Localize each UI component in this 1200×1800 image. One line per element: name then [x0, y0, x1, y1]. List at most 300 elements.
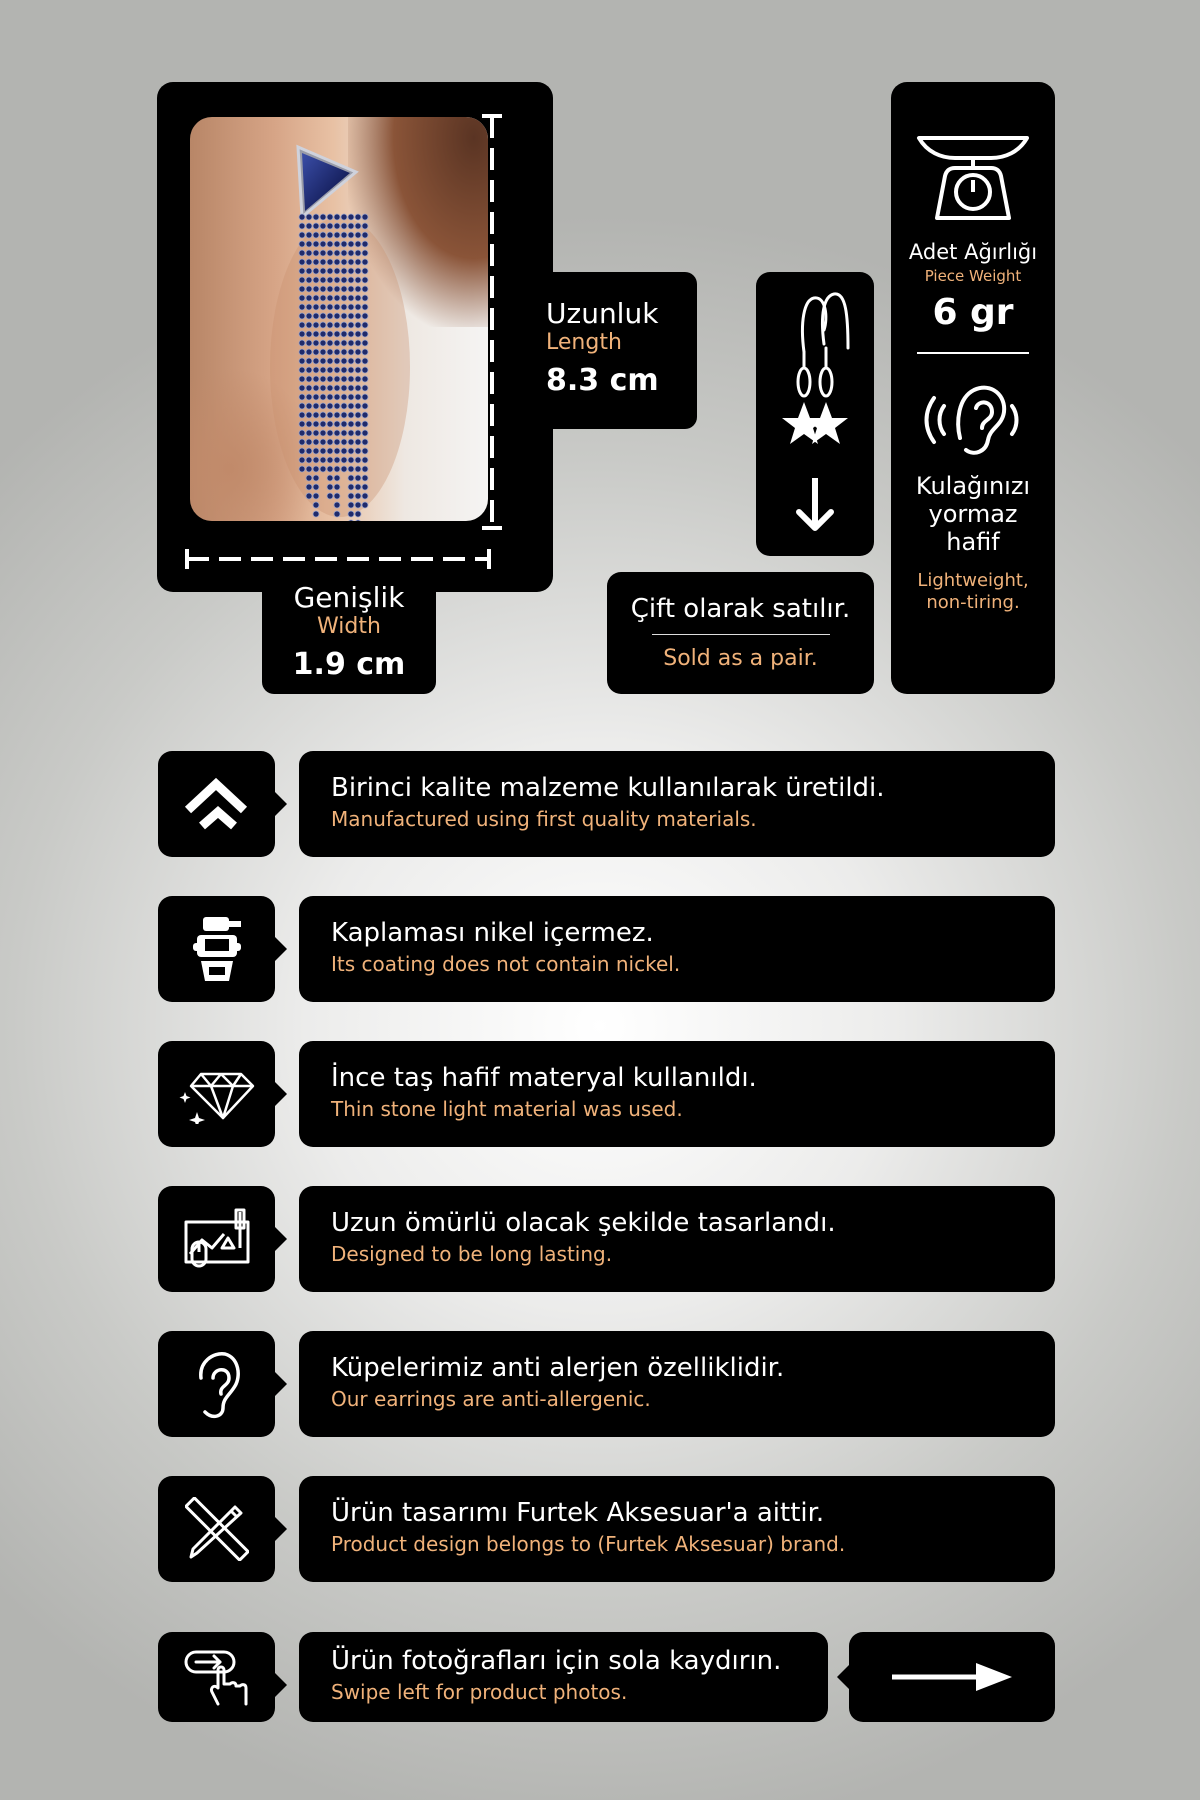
feature-1-en: Manufactured using first quality materials. [331, 807, 757, 831]
rhinestone [334, 430, 340, 436]
ruler-pencil-icon-box [158, 1476, 275, 1582]
rhinestone [348, 214, 354, 220]
rhinestone [320, 457, 326, 463]
rhinestone [348, 385, 354, 391]
rhinestone [334, 475, 340, 481]
rhinestone [320, 439, 326, 445]
rhinestone [341, 367, 347, 373]
rhinestone [327, 304, 333, 310]
rhinestone [299, 322, 305, 328]
pair-divider [652, 634, 830, 635]
rhinestone [355, 250, 361, 256]
rhinestone [327, 322, 333, 328]
rhinestone [334, 295, 340, 301]
rhinestone [334, 340, 340, 346]
feature-2-tr: Kaplaması nikel içermez. [331, 918, 654, 948]
rhinestone [320, 385, 326, 391]
rhinestone [313, 331, 319, 337]
rhinestone [334, 448, 340, 454]
rhinestone [334, 484, 340, 490]
rhinestone [348, 493, 354, 499]
rhinestone [327, 367, 333, 373]
feature-row-6 [299, 1476, 1055, 1582]
rhinestone [348, 232, 354, 238]
feature-6-tr: Ürün tasarımı Furtek Aksesuar'a aittir. [331, 1498, 825, 1528]
rhinestone [355, 295, 361, 301]
rhinestone [313, 412, 319, 418]
arrow-right-icon [890, 1661, 1014, 1693]
rhinestone [306, 259, 312, 265]
rhinestone [306, 232, 312, 238]
rhinestone [341, 340, 347, 346]
rhinestone [327, 259, 333, 265]
rhinestone [313, 232, 319, 238]
rhinestone [299, 430, 305, 436]
rhinestone [362, 448, 368, 454]
lightweight-line1: Kulağınızı [915, 472, 1031, 500]
rhinestone [327, 340, 333, 346]
ear-sound-icon [920, 378, 1026, 460]
rhinestone [341, 358, 347, 364]
rhinestone [299, 412, 305, 418]
rhinestone [355, 367, 361, 373]
rhinestone [334, 268, 340, 274]
rhinestone [348, 403, 354, 409]
rhinestone [362, 250, 368, 256]
rhinestone [313, 439, 319, 445]
rhinestone [334, 421, 340, 427]
rhinestone [306, 412, 312, 418]
rhinestone [334, 259, 340, 265]
rhinestone [362, 367, 368, 373]
rhinestone [355, 268, 361, 274]
rhinestone [341, 457, 347, 463]
rhinestone [348, 286, 354, 292]
rhinestone [320, 376, 326, 382]
feature-row-3 [299, 1041, 1055, 1147]
rhinestone [355, 313, 361, 319]
rhinestone [327, 295, 333, 301]
rhinestone [348, 475, 354, 481]
rhinestone [348, 412, 354, 418]
rhinestone [348, 340, 354, 346]
rhinestone [348, 421, 354, 427]
product-photo-card [157, 82, 553, 592]
rhinestone [306, 421, 312, 427]
rhinestone [334, 358, 340, 364]
rhinestone [299, 295, 305, 301]
rhinestone [327, 421, 333, 427]
rhinestone [355, 421, 361, 427]
rhinestone [306, 430, 312, 436]
rhinestone [362, 259, 368, 265]
rhinestone [362, 439, 368, 445]
weight-value: 6 gr [932, 292, 1014, 333]
rhinestone [348, 349, 354, 355]
rhinestone [313, 322, 319, 328]
rhinestone [334, 394, 340, 400]
rhinestone [362, 475, 368, 481]
rhinestone [362, 223, 368, 229]
rhinestone [299, 394, 305, 400]
rhinestone [306, 358, 312, 364]
rhinestone [334, 232, 340, 238]
rhinestone [341, 466, 347, 472]
rhinestone [362, 358, 368, 364]
rhinestone [306, 376, 312, 382]
rhinestone [320, 466, 326, 472]
rhinestone [362, 403, 368, 409]
ear-icon-box [158, 1331, 275, 1437]
rhinestone [299, 376, 305, 382]
rhinestone [327, 412, 333, 418]
rhinestone [348, 268, 354, 274]
rhinestone [348, 250, 354, 256]
rhinestone [306, 313, 312, 319]
rhinestone [348, 304, 354, 310]
rhinestone [320, 250, 326, 256]
rhinestone [362, 394, 368, 400]
feature-row-2 [299, 896, 1055, 1002]
rhinestone [313, 466, 319, 472]
rhinestone [334, 331, 340, 337]
rhinestone [334, 277, 340, 283]
rhinestone [355, 493, 361, 499]
rhinestone [327, 277, 333, 283]
rhinestone [362, 412, 368, 418]
rhinestone [362, 268, 368, 274]
rhinestone [355, 358, 361, 364]
scale-icon [915, 132, 1031, 224]
rhinestone [313, 214, 319, 220]
rhinestone [327, 223, 333, 229]
rhinestone [320, 430, 326, 436]
rhinestone [355, 376, 361, 382]
rhinestone [348, 376, 354, 382]
rhinestone [348, 358, 354, 364]
rhinestone [355, 241, 361, 247]
quality-icon-box [158, 751, 275, 857]
rhinestone [348, 259, 354, 265]
ear-icon [191, 1348, 243, 1420]
rhinestone [341, 448, 347, 454]
rhinestone [355, 394, 361, 400]
rhinestone [355, 412, 361, 418]
rhinestone [327, 430, 333, 436]
pair-label: Çift olarak satılır. [630, 594, 851, 624]
rhinestone [320, 421, 326, 427]
rhinestone [355, 403, 361, 409]
earring-pair-icon [756, 272, 874, 556]
rhinestone [327, 466, 333, 472]
rhinestone [327, 385, 333, 391]
weight-label: Adet Ağırlığı [908, 240, 1038, 264]
rhinestone [306, 484, 312, 490]
rhinestone [320, 448, 326, 454]
rhinestone [327, 475, 333, 481]
rhinestone [341, 322, 347, 328]
rhinestone [362, 493, 368, 499]
rhinestone [299, 349, 305, 355]
rhinestone [299, 304, 305, 310]
rhinestone [313, 403, 319, 409]
rhinestone [320, 295, 326, 301]
rhinestone [327, 232, 333, 238]
design-board-icon [182, 1208, 252, 1270]
feature-5-tr: Küpelerimiz anti alerjen özelliklidir. [331, 1353, 785, 1383]
rhinestone [362, 484, 368, 490]
rhinestone [320, 358, 326, 364]
rhinestone [299, 358, 305, 364]
rhinestone [348, 277, 354, 283]
rhinestone [320, 268, 326, 274]
length-label: Uzunluk [546, 297, 659, 330]
rhinestone [355, 502, 361, 508]
rhinestone [299, 259, 305, 265]
rhinestone [348, 484, 354, 490]
rhinestone [313, 313, 319, 319]
length-tag [540, 272, 697, 429]
rhinestone [299, 385, 305, 391]
lightweight-line2: yormaz [928, 500, 1018, 528]
rhinestone [306, 394, 312, 400]
rhinestone [299, 286, 305, 292]
rhinestone [362, 421, 368, 427]
rhinestone [355, 448, 361, 454]
feature-7-tr: Ürün fotoğrafları için sola kaydırın. [331, 1646, 782, 1676]
rhinestone [320, 394, 326, 400]
rhinestone [355, 349, 361, 355]
rhinestone [299, 466, 305, 472]
ruler-pencil-icon [185, 1497, 249, 1561]
rhinestone [362, 241, 368, 247]
rhinestone [313, 268, 319, 274]
rhinestone [362, 313, 368, 319]
quality-icon [182, 776, 252, 832]
rhinestone [313, 349, 319, 355]
rhinestone [341, 394, 347, 400]
feature-4-tr: Uzun ömürlü olacak şekilde tasarlandı. [331, 1208, 836, 1238]
rhinestone [341, 223, 347, 229]
width-value: 1.9 cm [292, 647, 406, 682]
rhinestone [341, 214, 347, 220]
rhinestone [306, 214, 312, 220]
rhinestone [334, 466, 340, 472]
rhinestone [355, 484, 361, 490]
rhinestone [327, 331, 333, 337]
rhinestone [341, 277, 347, 283]
rhinestone [306, 448, 312, 454]
rhinestone [348, 313, 354, 319]
rhinestone [348, 448, 354, 454]
rhinestone [313, 259, 319, 265]
rhinestone [313, 295, 319, 301]
rhinestone [299, 457, 305, 463]
rhinestone [306, 223, 312, 229]
rhinestone [341, 295, 347, 301]
rhinestone [341, 241, 347, 247]
rhinestone [320, 277, 326, 283]
rhinestone [341, 250, 347, 256]
rhinestone [341, 403, 347, 409]
rhinestone [320, 403, 326, 409]
rhinestone [362, 304, 368, 310]
diamond-icon [179, 1064, 255, 1124]
rhinestone [313, 358, 319, 364]
rhinestone [299, 241, 305, 247]
rhinestone [348, 295, 354, 301]
down-arrow-icon [799, 478, 831, 528]
rhinestone [362, 331, 368, 337]
rhinestone [362, 430, 368, 436]
rhinestone [327, 349, 333, 355]
rhinestone [341, 421, 347, 427]
product-photo [190, 117, 488, 521]
rhinestone [348, 430, 354, 436]
rhinestone [348, 466, 354, 472]
rhinestone [313, 484, 319, 490]
rhinestone [334, 376, 340, 382]
feature-4-en: Designed to be long lasting. [331, 1242, 613, 1266]
rhinestone [348, 331, 354, 337]
rhinestone [362, 322, 368, 328]
rhinestone [313, 475, 319, 481]
rhinestone [362, 214, 368, 220]
width-tag [262, 580, 436, 694]
rhinestone [341, 430, 347, 436]
rhinestone [306, 304, 312, 310]
rhinestone [362, 457, 368, 463]
rhinestone [320, 241, 326, 247]
rhinestone [299, 313, 305, 319]
rhinestone [313, 448, 319, 454]
rhinestone [306, 277, 312, 283]
weight-card [891, 82, 1055, 694]
rhinestone [334, 403, 340, 409]
rhinestone [355, 286, 361, 292]
rhinestone [299, 403, 305, 409]
rhinestone [355, 430, 361, 436]
rhinestone [327, 439, 333, 445]
rhinestone [334, 457, 340, 463]
rhinestone [306, 286, 312, 292]
rhinestone [306, 331, 312, 337]
rhinestone [306, 493, 312, 499]
rhinestone [306, 322, 312, 328]
weight-label-en: Piece Weight [924, 267, 1022, 285]
rhinestone [313, 367, 319, 373]
rhinestone [313, 457, 319, 463]
rhinestone [313, 223, 319, 229]
rhinestone [313, 376, 319, 382]
rhinestone [327, 286, 333, 292]
rhinestone [334, 223, 340, 229]
rhinestone [306, 349, 312, 355]
rhinestone [362, 295, 368, 301]
rhinestone [313, 421, 319, 427]
feature-3-en: Thin stone light material was used. [331, 1097, 683, 1121]
lightweight-en-line1: Lightweight, [917, 570, 1029, 591]
rhinestone [341, 286, 347, 292]
rhinestone [320, 259, 326, 265]
rhinestone [355, 520, 361, 521]
rhinestone [355, 511, 361, 517]
rhinestone [334, 250, 340, 256]
rhinestone [348, 223, 354, 229]
length-marker [477, 112, 507, 532]
rhinestone [313, 394, 319, 400]
rhinestone [362, 286, 368, 292]
rhinestone [341, 331, 347, 337]
rhinestone [306, 439, 312, 445]
sold-as-pair-card [607, 572, 874, 694]
rhinestone [306, 340, 312, 346]
feature-6-en: Product design belongs to (Furtek Aksesuar) brand. [331, 1532, 846, 1556]
rhinestone [320, 214, 326, 220]
swipe-hand-icon [182, 1648, 252, 1706]
rhinestone [327, 448, 333, 454]
rhinestone [320, 313, 326, 319]
rhinestone [355, 340, 361, 346]
feature-row-1 [299, 751, 1055, 857]
rhinestone [320, 349, 326, 355]
rhinestone [362, 277, 368, 283]
rhinestone [341, 439, 347, 445]
rhinestone [334, 502, 340, 508]
rhinestone [334, 511, 340, 517]
rhinestone [334, 214, 340, 220]
rhinestone [299, 223, 305, 229]
rhinestone [327, 313, 333, 319]
rhinestone [334, 349, 340, 355]
rhinestone [355, 322, 361, 328]
rhinestone [299, 268, 305, 274]
rhinestone [334, 439, 340, 445]
rhinestone [313, 511, 319, 517]
rhinestone [348, 439, 354, 445]
rhinestone [348, 502, 354, 508]
rhinestone [320, 232, 326, 238]
rhinestone [327, 250, 333, 256]
rhinestone [313, 493, 319, 499]
feature-2-en: Its coating does not contain nickel. [331, 952, 681, 976]
rhinestone [362, 349, 368, 355]
earring-illustration [190, 117, 488, 521]
rhinestone [341, 259, 347, 265]
rhinestone [348, 457, 354, 463]
rhinestone [334, 385, 340, 391]
weight-divider [917, 352, 1029, 354]
rhinestone [299, 448, 305, 454]
width-label: Genişlik [293, 581, 405, 614]
rhinestone [327, 358, 333, 364]
diamond-icon-box [158, 1041, 275, 1147]
rhinestone [348, 367, 354, 373]
feature-1-tr: Birinci kalite malzeme kullanılarak üretildi. [331, 773, 885, 803]
rhinestone [341, 385, 347, 391]
rhinestone [299, 232, 305, 238]
swipe-arrow-button[interactable] [849, 1632, 1055, 1722]
feature-3-tr: İnce taş hafif materyal kullanıldı. [331, 1063, 757, 1093]
length-value: 8.3 cm [546, 363, 659, 398]
rhinestone [306, 457, 312, 463]
rhinestone [299, 367, 305, 373]
rhinestone [334, 304, 340, 310]
width-marker [183, 544, 493, 574]
rhinestone [306, 403, 312, 409]
rhinestone [306, 295, 312, 301]
rhinestone [355, 259, 361, 265]
